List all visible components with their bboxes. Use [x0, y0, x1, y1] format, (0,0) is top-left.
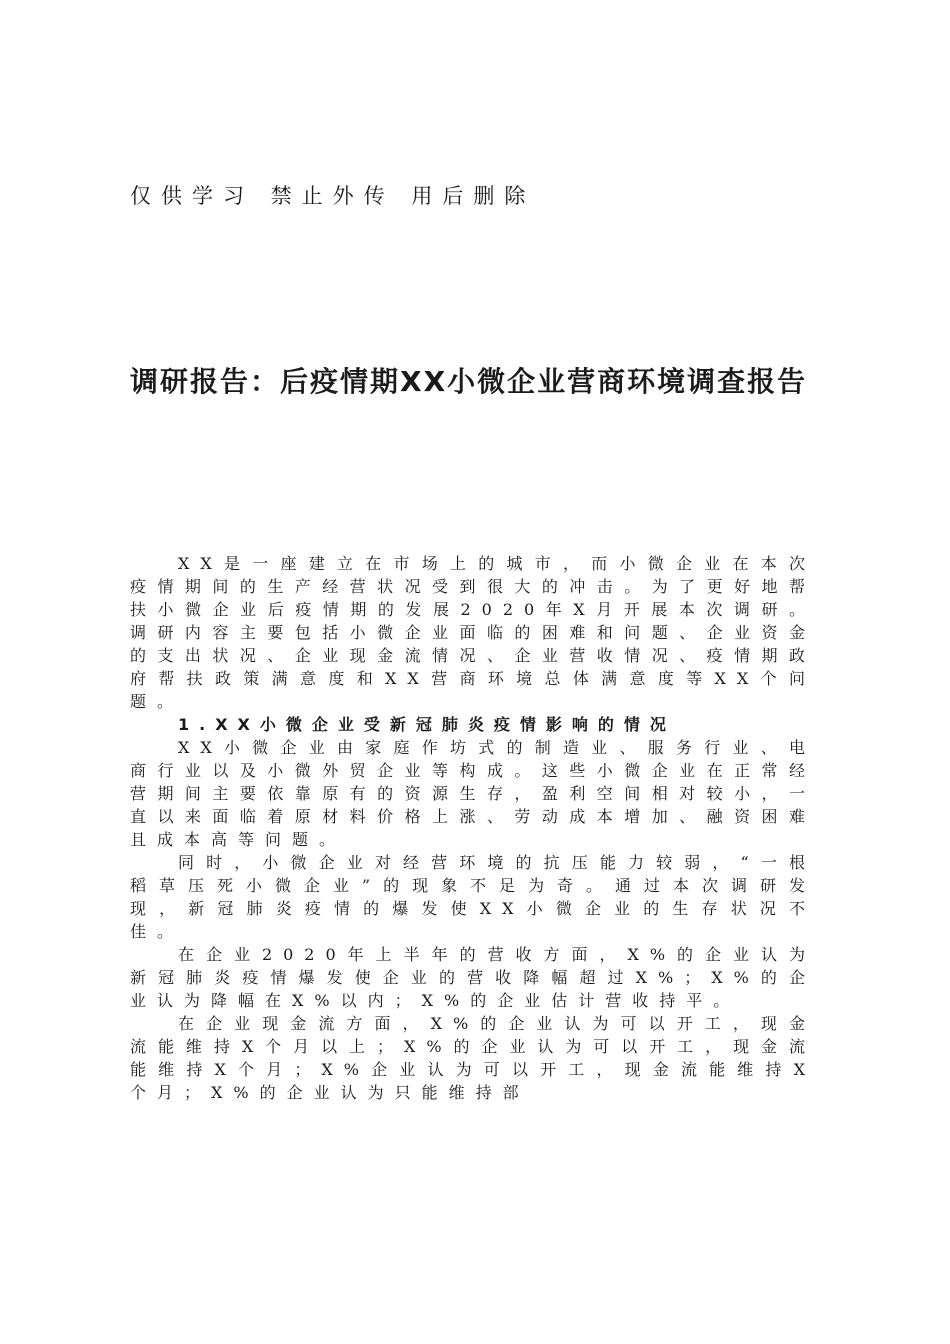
body-paragraph: XX小微企业由家庭作坊式的制造业、服务行业、电商行业以及小微外贸企业等构成。这些小微企业在正常经营期间主要依靠原有的资源生存，盈利空间相对较小，一直以来面临着原材料价格上涨、劳动成本增加、融资困难且成本高等问题。 — [130, 738, 816, 849]
intro-paragraph: XX是一座建立在市场上的城市，而小微企业在本次疫情期间的生产经营状况受到很大的冲击。为了更好地帮扶小微企业后疫情期的发展2020年X月开展本次调研。调研内容主要包括小微企业面临的困难和问题、企业资金的支出状况、企业现金流情况、企业营收情况、疫情期政府帮扶政策满意度和XX营商环境总体满意度等XX个问题。 — [130, 554, 816, 711]
report-title: 调研报告：后疫情期XX小微企业营商环境调查报告 — [130, 365, 808, 398]
section-heading: 1.XX小微企业受新冠肺炎疫情影响的情况 — [178, 715, 676, 734]
usage-notice: 仅供学习 禁止外传 用后删除 — [130, 184, 536, 208]
body-paragraph: 在企业2020年上半年的营收方面，X%的企业认为新冠肺炎疫情爆发使企业的营收降幅超过X%；X%的企业认为降幅在X%以内；X%的企业估计营收持平。 — [130, 945, 816, 1010]
body-paragraph: 在企业现金流方面，X%的企业认为可以开工，现金流能维持X个月以上；X%的企业认为可以开工，现金流能维持X个月；X%企业认为可以开工，现金流能维持X个月；X%的企业认为只能维持部 — [130, 1014, 816, 1102]
report-body — [130, 552, 816, 1104]
body-paragraph: 同时，小微企业对经营环境的抗压能力较弱，“一根稻草压死小微企业”的现象不足为奇。通过本次调研发现，新冠肺炎疫情的爆发使XX小微企业的生存状况不佳。 — [130, 853, 816, 941]
